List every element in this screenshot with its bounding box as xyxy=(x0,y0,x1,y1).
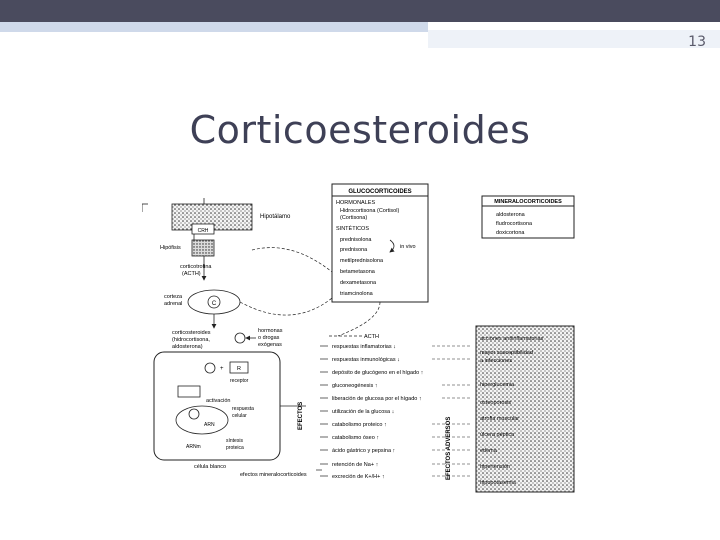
sintetico-item-3: betametasona xyxy=(340,269,375,275)
corticosteroides-0: corticosteroides xyxy=(172,330,211,336)
respuesta-0: respuesta xyxy=(232,406,254,412)
hormonal-item-1: (Cortisona) xyxy=(340,215,368,221)
efecto-item: depósito de glucógeno en el hígado ↑ xyxy=(332,370,424,376)
in-vivo-label: in vivo xyxy=(400,244,416,250)
arn-label: ARN xyxy=(204,422,215,428)
hormonas-2: exógenas xyxy=(258,342,282,348)
efecto-item: utilización de la glucosa ↓ xyxy=(332,409,395,415)
glucocorticoides-header: GLUCOCORTICOIDES xyxy=(348,189,412,195)
c-node-label: C xyxy=(211,301,217,307)
efecto-item: respuestas inmunológicas ↓ xyxy=(332,357,400,363)
hipofisis-label: Hipófisis xyxy=(160,245,181,251)
hipotalamo-label: Hipotálamo xyxy=(260,214,291,220)
adverso-item: acciones antiinflamatorias xyxy=(480,336,544,342)
sintetico-item-2: metilprednisolona xyxy=(340,258,384,264)
respuesta-1: celular xyxy=(232,413,247,419)
efecto-item: catabolismo proteico ↑ xyxy=(332,422,387,428)
hipofisis-shape xyxy=(192,240,214,256)
r-node-label: R xyxy=(237,366,241,372)
efectos-list xyxy=(320,344,424,480)
accent-bar xyxy=(0,22,428,32)
efecto-item: gluconeogénesis ↑ xyxy=(332,383,378,389)
adverso-item: hipertensión xyxy=(480,464,510,470)
efecto-item: catabolismo óseo ↑ xyxy=(332,435,380,441)
adverso-item: a infecciones xyxy=(480,358,513,364)
corticotrofina-0: corticotrofina xyxy=(180,264,212,270)
efecto-item: ácido gástrico y pepsina ↑ xyxy=(332,448,396,454)
adverso-item: edema xyxy=(480,448,497,454)
svg-text:+: + xyxy=(220,366,224,372)
adverso-item: hiperglucemia xyxy=(480,382,515,388)
sintesis-0: síntesis xyxy=(226,438,243,444)
arnm-label: ARNm xyxy=(186,444,201,450)
mineralocorticoides-header: MINERALOCORTICOIDES xyxy=(494,199,562,205)
efecto-item: retención de Na+ ↑ xyxy=(332,462,379,468)
adverso-item: úlcera péptica xyxy=(480,432,515,438)
efectos-mineralo-label: efectos mineralocorticoides xyxy=(240,472,307,478)
hormonas-1: o drogas xyxy=(258,335,280,341)
sintesis-1: proteica xyxy=(226,445,244,451)
sintetico-item-1: prednisona xyxy=(340,247,368,253)
corteza-1: adrenal xyxy=(164,301,183,307)
mineralo-item-2: doxicortona xyxy=(496,230,525,236)
sintetico-item-5: triamcinolona xyxy=(340,291,373,297)
adverso-item: hipopotasemia xyxy=(480,480,516,486)
mineralo-item-1: fludrocortisona xyxy=(496,221,533,227)
slide-title: Corticoesteroides xyxy=(189,108,531,152)
celula-blanco-shape xyxy=(154,352,280,460)
hormonal-item-0: Hidrocortisona (Cortisol) xyxy=(340,208,400,214)
hormonas-0: hormonas xyxy=(258,328,283,334)
corticosteroid-diagram xyxy=(142,180,578,498)
efecto-item: excreción de K+/H+ ↑ xyxy=(332,474,385,480)
celula-blanco-label: célula blanco xyxy=(194,464,227,470)
adverso-item: osteoporosis xyxy=(480,400,512,406)
efecto-item: respuestas inflamatorias ↓ xyxy=(332,344,396,350)
receptor-label: receptor xyxy=(230,378,249,384)
acth-label: ACTH xyxy=(364,334,379,340)
title-bar xyxy=(0,0,720,22)
nucleo-shape xyxy=(176,406,228,434)
sinteticos-label: SINTÉTICOS xyxy=(336,226,370,232)
activacion-label: activación xyxy=(206,398,231,404)
corticotrofina-1: (ACTH) xyxy=(182,271,201,277)
mineralo-item-0: aldosterona xyxy=(496,212,525,218)
crh-label: CRH xyxy=(197,228,209,234)
efectos-label: EFECTOS xyxy=(298,401,304,430)
efecto-item: liberación de glucosa por el hígado ↑ xyxy=(332,396,422,402)
sintetico-item-0: prednisolona xyxy=(340,237,372,243)
corticosteroides-1: (hidrocortisona, xyxy=(172,337,210,343)
slide-number: 13 xyxy=(688,34,706,50)
corteza-0: corteza xyxy=(164,294,183,300)
efectos-adversos-label: EFECTOS ADVERSOS xyxy=(446,416,452,480)
adverso-item: mayor susceptibilidad xyxy=(480,350,533,356)
sintetico-item-4: dexametasona xyxy=(340,280,377,286)
hormonales-label: HORMONALES xyxy=(336,200,376,206)
adverso-item: atrofia muscular xyxy=(480,416,520,422)
corticosteroides-2: aldosterona) xyxy=(172,344,203,350)
